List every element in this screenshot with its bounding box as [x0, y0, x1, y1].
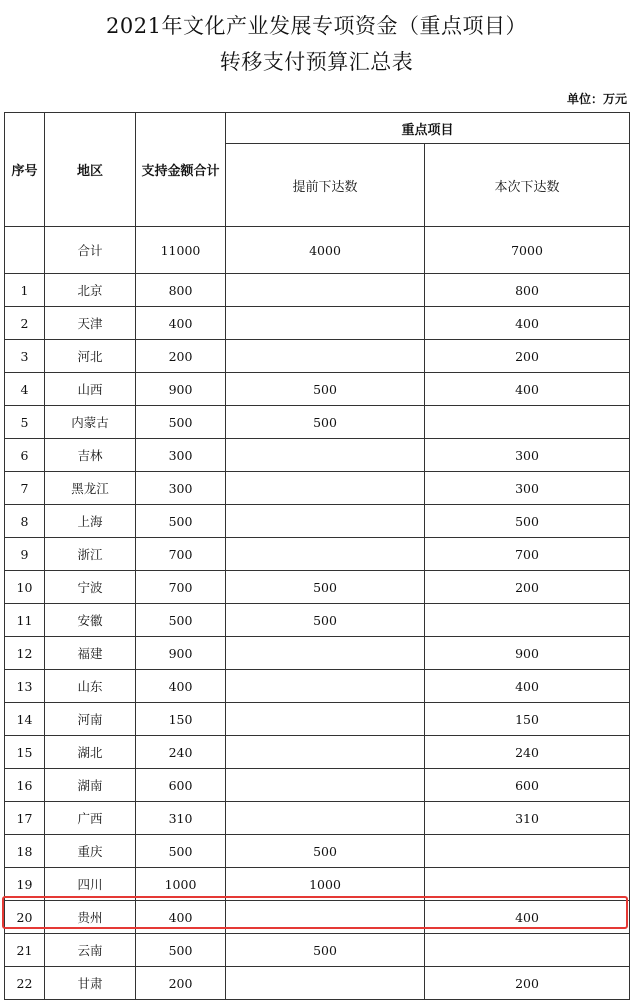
cell-current: 400 — [425, 901, 630, 934]
cell-advance — [226, 637, 425, 670]
table-row — [5, 373, 630, 406]
cell-current: 240 — [425, 736, 630, 769]
cell-advance: 500 — [226, 571, 425, 604]
cell-current: 300 — [425, 472, 630, 505]
header-current: 本次下达数 — [425, 144, 630, 227]
cell-advance: 500 — [226, 406, 425, 439]
cell-advance: 500 — [226, 835, 425, 868]
cell-total: 700 — [136, 538, 226, 571]
cell-total: 200 — [136, 340, 226, 373]
table-row — [5, 406, 630, 439]
table-row — [5, 472, 630, 505]
cell-region: 黑龙江 — [45, 472, 136, 505]
cell-region: 浙江 — [45, 538, 136, 571]
cell-seq: 2 — [5, 307, 45, 340]
cell-total: 700 — [136, 571, 226, 604]
cell-advance — [226, 670, 425, 703]
cell-current: 200 — [425, 571, 630, 604]
cell-total: 400 — [136, 901, 226, 934]
cell-current — [425, 604, 630, 637]
cell-region: 贵州 — [45, 901, 136, 934]
cell-total: 200 — [136, 967, 226, 1000]
header-key-projects: 重点项目 — [226, 113, 630, 144]
cell-seq: 19 — [5, 868, 45, 901]
budget-table — [4, 112, 630, 1000]
cell-seq: 18 — [5, 835, 45, 868]
document-subtitle: 转移支付预算汇总表 — [219, 50, 414, 74]
table-row — [5, 736, 630, 769]
cell-advance: 500 — [226, 934, 425, 967]
cell-seq: 1 — [5, 274, 45, 307]
header-seq: 序号 — [5, 113, 45, 227]
cell-seq: 15 — [5, 736, 45, 769]
summary-total: 11000 — [136, 227, 226, 274]
cell-total: 500 — [136, 835, 226, 868]
table-row — [5, 703, 630, 736]
cell-total: 500 — [136, 934, 226, 967]
cell-seq: 20 — [5, 901, 45, 934]
table-row — [5, 538, 630, 571]
cell-total: 800 — [136, 274, 226, 307]
cell-region: 河北 — [45, 340, 136, 373]
table-row — [5, 835, 630, 868]
cell-current: 900 — [425, 637, 630, 670]
header-region: 地区 — [45, 113, 136, 227]
table-row — [5, 571, 630, 604]
cell-region: 湖北 — [45, 736, 136, 769]
cell-advance: 1000 — [226, 868, 425, 901]
cell-seq: 4 — [5, 373, 45, 406]
cell-advance — [226, 703, 425, 736]
cell-advance — [226, 505, 425, 538]
cell-current: 400 — [425, 670, 630, 703]
cell-advance — [226, 967, 425, 1000]
cell-region: 山东 — [45, 670, 136, 703]
summary-advance: 4000 — [226, 227, 425, 274]
cell-region: 山西 — [45, 373, 136, 406]
cell-current: 200 — [425, 967, 630, 1000]
cell-total: 500 — [136, 604, 226, 637]
cell-total: 240 — [136, 736, 226, 769]
cell-seq: 22 — [5, 967, 45, 1000]
cell-current: 800 — [425, 274, 630, 307]
cell-total: 600 — [136, 769, 226, 802]
cell-total: 500 — [136, 406, 226, 439]
cell-advance: 500 — [226, 373, 425, 406]
cell-advance — [226, 439, 425, 472]
table-row — [5, 769, 630, 802]
cell-seq: 11 — [5, 604, 45, 637]
cell-current — [425, 868, 630, 901]
cell-current: 300 — [425, 439, 630, 472]
cell-region: 重庆 — [45, 835, 136, 868]
unit-label: 单位：万元 — [566, 92, 627, 106]
cell-region: 天津 — [45, 307, 136, 340]
cell-current: 400 — [425, 373, 630, 406]
cell-current: 600 — [425, 769, 630, 802]
cell-region: 宁波 — [45, 571, 136, 604]
cell-total: 900 — [136, 637, 226, 670]
cell-total: 400 — [136, 670, 226, 703]
summary-row — [5, 227, 630, 274]
cell-seq: 14 — [5, 703, 45, 736]
cell-seq: 5 — [5, 406, 45, 439]
table-row — [5, 340, 630, 373]
cell-total: 500 — [136, 505, 226, 538]
summary-seq — [5, 227, 45, 274]
cell-region: 内蒙古 — [45, 406, 136, 439]
cell-total: 300 — [136, 439, 226, 472]
document-title: 2021年文化产业发展专项资金（重点项目） — [106, 14, 527, 38]
cell-region: 云南 — [45, 934, 136, 967]
table-row — [5, 802, 630, 835]
cell-seq: 7 — [5, 472, 45, 505]
cell-advance — [226, 802, 425, 835]
table-row — [5, 670, 630, 703]
cell-advance — [226, 274, 425, 307]
cell-total: 310 — [136, 802, 226, 835]
cell-advance — [226, 538, 425, 571]
cell-seq: 10 — [5, 571, 45, 604]
cell-total: 400 — [136, 307, 226, 340]
cell-advance: 500 — [226, 604, 425, 637]
cell-seq: 9 — [5, 538, 45, 571]
summary-label: 合计 — [45, 227, 136, 274]
cell-region: 广西 — [45, 802, 136, 835]
table-row — [5, 868, 630, 901]
cell-seq: 13 — [5, 670, 45, 703]
table-row — [5, 901, 630, 934]
cell-total: 900 — [136, 373, 226, 406]
table-row — [5, 505, 630, 538]
cell-current: 150 — [425, 703, 630, 736]
cell-current: 200 — [425, 340, 630, 373]
cell-seq: 6 — [5, 439, 45, 472]
cell-current: 310 — [425, 802, 630, 835]
cell-seq: 16 — [5, 769, 45, 802]
cell-current — [425, 835, 630, 868]
cell-advance — [226, 901, 425, 934]
table-row — [5, 604, 630, 637]
cell-advance — [226, 769, 425, 802]
cell-seq: 8 — [5, 505, 45, 538]
cell-advance — [226, 307, 425, 340]
cell-seq: 21 — [5, 934, 45, 967]
cell-region: 北京 — [45, 274, 136, 307]
cell-current — [425, 934, 630, 967]
cell-current: 500 — [425, 505, 630, 538]
cell-current: 700 — [425, 538, 630, 571]
table-row — [5, 439, 630, 472]
cell-region: 甘肃 — [45, 967, 136, 1000]
cell-region: 福建 — [45, 637, 136, 670]
cell-total: 150 — [136, 703, 226, 736]
table-row — [5, 637, 630, 670]
cell-seq: 3 — [5, 340, 45, 373]
cell-advance — [226, 736, 425, 769]
cell-region: 上海 — [45, 505, 136, 538]
table-row — [5, 934, 630, 967]
cell-current: 400 — [425, 307, 630, 340]
table-row — [5, 274, 630, 307]
cell-region: 河南 — [45, 703, 136, 736]
table-row — [5, 967, 630, 1000]
cell-seq: 12 — [5, 637, 45, 670]
cell-total: 300 — [136, 472, 226, 505]
table-row — [5, 307, 630, 340]
header-advance: 提前下达数 — [226, 144, 425, 227]
cell-current — [425, 406, 630, 439]
cell-region: 湖南 — [45, 769, 136, 802]
cell-seq: 17 — [5, 802, 45, 835]
summary-current: 7000 — [425, 227, 630, 274]
cell-region: 四川 — [45, 868, 136, 901]
cell-advance — [226, 472, 425, 505]
cell-region: 安徽 — [45, 604, 136, 637]
header-total: 支持金额合计 — [136, 113, 226, 227]
cell-advance — [226, 340, 425, 373]
cell-region: 吉林 — [45, 439, 136, 472]
cell-total: 1000 — [136, 868, 226, 901]
